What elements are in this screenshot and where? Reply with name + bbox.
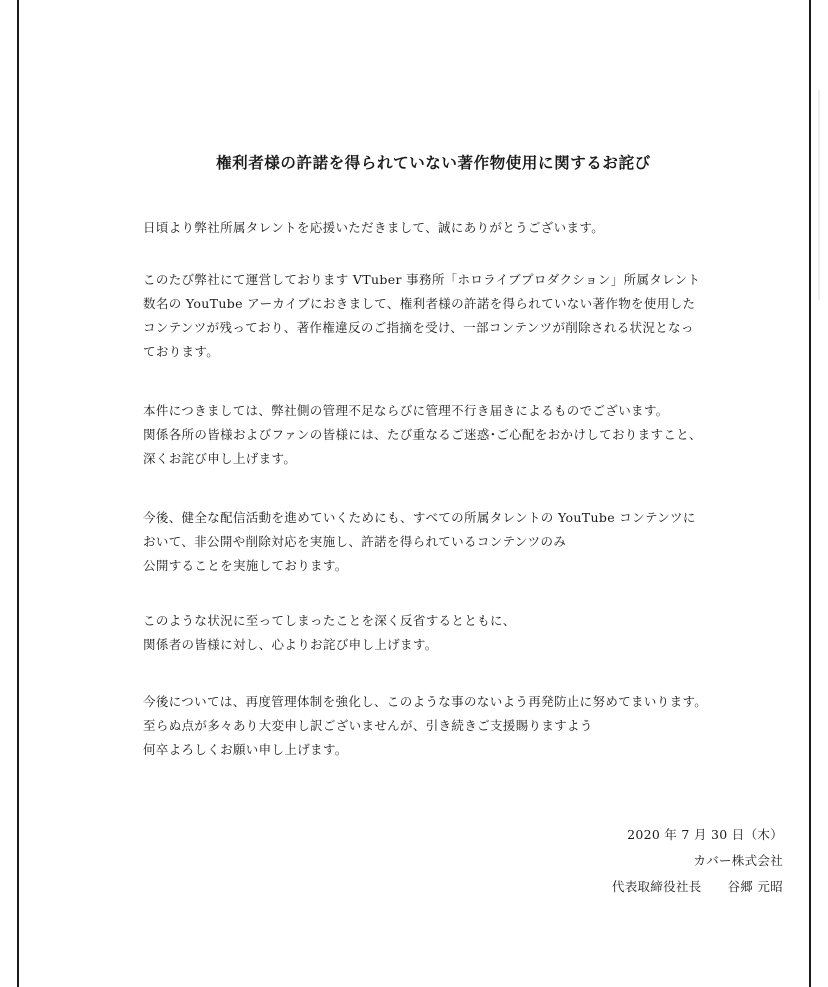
paragraph-future	[143, 690, 783, 762]
paragraph-line: このたび弊社にて運営しております VTuber 事務所「ホロライブプロダクション」所属タレント	[143, 272, 701, 287]
paragraph-line: このような状況に至ってしまったことを深く反省するとともに、	[143, 613, 516, 628]
paragraph-line: 関係者の皆様に対し、心よりお詫び申し上げます。	[143, 637, 438, 652]
paragraph-line: 今後については、再度管理体制を強化し、このような事のないよう再発防止に努めてまいります。	[143, 694, 708, 709]
scan-artifact	[818, 90, 820, 300]
paragraph-line: 数名の YouTube アーカイブにおきまして、権利者様の許諾を得られていない著作物を使用した	[143, 296, 696, 311]
paragraph-situation	[143, 268, 783, 364]
paragraph-line: ております。	[143, 344, 220, 359]
paragraph-line: 本件につきましては、弊社側の管理不足ならびに管理不行き届きによるものでございます。	[143, 403, 669, 418]
paragraph-countermeasures	[143, 506, 783, 578]
signatory-line	[483, 874, 783, 900]
paragraph-line: 今後、健全な配信活動を進めていくためにも、すべての所属タレントの YouTube コンテンツに	[143, 510, 696, 525]
paragraph-responsibility	[143, 399, 783, 471]
paragraph-greeting	[143, 216, 783, 240]
signatory-name: 谷郷 元昭	[727, 879, 783, 894]
notice-date: 2020 年 7 月 30 日（木）	[627, 827, 783, 842]
paragraph-line: 何卒よろしくお願い申し上げます。	[143, 742, 348, 757]
paragraph-line: 至らぬ点が多々あり大変申し訳ございませんが、引き続きご支援賜りますよう	[143, 718, 593, 733]
page-border-right	[809, 0, 811, 987]
paragraph-line: 深くお詫び申し上げます。	[143, 451, 297, 466]
paragraph-line: コンテンツが残っており、著作権違反のご指摘を受け、一部コンテンツが削除される状況となっ	[143, 320, 694, 335]
paragraph-line: 公開することを実施しております。	[143, 558, 348, 573]
paragraph-line: 日頃より弊社所属タレントを応援いただきまして、誠にありがとうございます。	[143, 220, 605, 235]
signatory-role: 代表取締役社長	[611, 879, 702, 894]
paragraph-line: 関係各所の皆様およびファンの皆様には、たび重なるご迷惑･ご心配をおかけしておりますこと、	[143, 427, 702, 442]
signature-block	[483, 822, 783, 900]
notice-title: 権利者様の許諾を得られていない著作物使用に関するお詫び	[216, 153, 651, 172]
page-border-left	[17, 0, 19, 987]
paragraph-reflection	[143, 609, 783, 657]
company-name: カバー株式会社	[693, 853, 783, 868]
paragraph-line: おいて、非公開や削除対応を実施し、許諾を得られているコンテンツのみ	[143, 534, 567, 549]
